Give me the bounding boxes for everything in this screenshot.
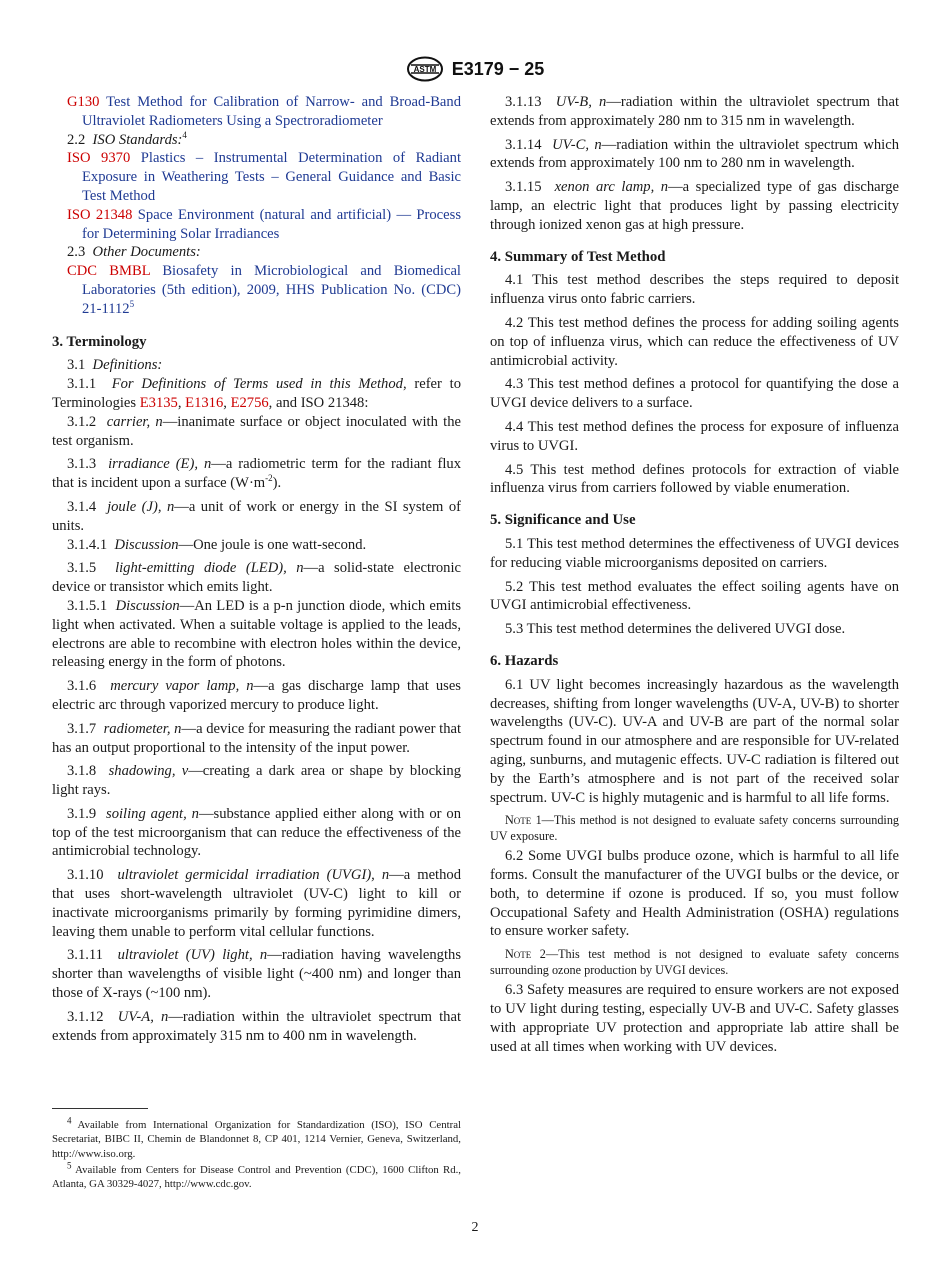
definition-soiling-agent: 3.1.9 soiling agent, n—substance applied either along with or on top of the test microorganism that can reduce the effectiveness of the antimicrobial technology. (52, 805, 462, 860)
paragraph-5-3: 5.3 This test method determines the delivered UVGI dose. (505, 621, 846, 638)
reference-g130 (52, 93, 461, 131)
section-heading-significance: 5. Significance and Use (490, 512, 636, 529)
definition-uv-b: 3.1.13 UV-B, n—radiation within the ultraviolet spectrum that extends from approximately 280 nm to 315 nm in wavelength. (490, 94, 899, 129)
svg-text:ASTM: ASTM (413, 65, 437, 74)
reference-title[interactable]: Space Environment (natural and artificial) — Process for Determining Solar Irradiances (82, 206, 461, 242)
other-documents-heading: 2.3 Other Documents: (67, 244, 201, 261)
definition-3-1-1: 3.1.1 For Definitions of Terms used in this Method, refer to Terminologies E3135, E1316, E2756, and ISO 21348: (52, 376, 461, 411)
reference-title[interactable]: Biosafety in Microbiological and Biomedical Laboratories (5th edition), 2009, HHS Publication No. (CDC) 21-1112 (82, 263, 461, 317)
discussion-joule: 3.1.4.1 Discussion—One joule is one watt-second. (67, 536, 367, 553)
note-1: Note 1—This method is not designed to evaluate safety concerns surrounding UV exposure. (490, 813, 900, 843)
astm-logo-icon (406, 56, 444, 82)
page-number: 2 (471, 1220, 479, 1235)
paragraph-6-2: 6.2 Some UVGI bulbs produce ozone, which is harmful to all life forms. Consult the manufacturer of the UVGI bulbs or the device, or both, to determine if ozone is produced. If so, you must follow Occupational Safety and Health Administration (OSHA) regulations to ensure worker safety. (490, 848, 899, 940)
definition-uvgi: 3.1.10 ultraviolet germicidal irradiation (UVGI), n—a method that uses short-wavelength ultraviolet (UV-C) light to kill or inactivate microorganisms primarily by forming pyrimidine dimers, leaving them unable to perform vital cellular functions. (52, 867, 461, 940)
definition-irradiance: 3.1.3 irradiance (E), n—a radiometric term for the radiant flux that is incident upon a surface $(W\cdot m^{-2})$. (52, 456, 461, 492)
definition-radiometer: 3.1.7 radiometer, n—a device for measuring the radiant power that has an output proportional to the intensity of the input power. (52, 720, 462, 756)
definition-carrier: 3.1.2 carrier, n—inanimate surface or object inoculated with the test organism. (52, 413, 461, 449)
link-e3135[interactable]: E3135 (139, 394, 178, 411)
definition-uv-light: 3.1.11 ultraviolet (UV) light, n—radiation having wavelengths shorter than wavelengths of visible light (~400 nm) and longer than those of X-rays (~100 nm). (52, 947, 462, 1002)
reference-code[interactable]: G130 (67, 94, 100, 110)
link-e2756[interactable]: E2756 (230, 394, 269, 411)
reference-code[interactable]: ISO 9370 (67, 150, 131, 167)
definition-mercury-vapor-lamp: 3.1.6 mercury vapor lamp, n—a gas discharge lamp that uses electric arc through vaporized mercury to produce light. (52, 678, 461, 713)
reference-iso9370 (52, 149, 461, 205)
section-heading-hazards: 6. Hazards (490, 652, 559, 669)
link-e1316[interactable]: E1316 (185, 394, 224, 411)
definition-led: 3.1.5 light-emitting diode (LED), n—a solid-state electronic device or transistor which emits light. (52, 560, 461, 596)
section-heading-summary: 4. Summary of Test Method (490, 248, 666, 265)
paragraph-6-1: 6.1 UV light becomes increasingly hazardous as the wavelength decreases, shifting from longer wavelengths (UV-A, UV-B) to shorter wavelengths (UV-C). UV-A and UV-B are part of the normal solar spectrum found in our atmosphere and are responsible for UV-related aging, sunburns, and mutagenic effects. UV-C radiation is filtered out by the Earth’s atmosphere and is not part of the received solar spectrum. UV-C is highly mutagenic and is harmful to all life forms. (490, 676, 899, 806)
reference-code[interactable]: CDC BMBL (67, 263, 151, 280)
paragraph-4-3: 4.3 This test method defines a protocol for quantifying the dose a UVGI device delivers to a surface. (490, 376, 899, 412)
definition-3-1: 3.1 Definitions: (67, 357, 163, 374)
discussion-led: 3.1.5.1 Discussion—An LED is a p-n junction diode, which emits light when activated. When a suitable voltage is applied to the leads, electrons are able to recombine with electron holes within the device, releasing energy in the form of photons. (52, 597, 461, 671)
reference-code[interactable]: ISO 21348 (67, 206, 133, 223)
reference-cdc-bmbl: CDC BMBL Biosafety in Microbiological and Biomedical Laboratories (5th edition), 2009, HHS Publication No. (CDC) 21-1112$^5$ (67, 263, 461, 317)
paragraph-5-2: 5.2 This test method evaluates the effect soiling agents have on UVGI antimicrobial effectiveness. (490, 578, 899, 614)
footnotes (52, 1115, 461, 1193)
reference-iso21348 (52, 206, 461, 244)
footnote-4: $^4$ Available from International Organization for Standardization (ISO), ISO Central Secretariat, BIBC II, Chemin de Blandonnet 8, CP 401, 1214 Vernier, Geneva, Switzerland, http://www.iso.org. (52, 1115, 461, 1160)
definition-xenon-arc-lamp: 3.1.15 xenon arc lamp, n—a specialized type of gas discharge lamp, an electric light that produces light by passing electricity through ionized xenon gas at high pressure. (490, 179, 900, 233)
paragraph-6-3: 6.3 Safety measures are required to ensure workers are not exposed to UV light during testing, especially UV-B and UV-C. Safety glasses with appropriate UV protection and appropriate lab attire shall be used at all times when working with UV devices. (490, 982, 899, 1055)
right-column (490, 93, 899, 1056)
reference-title[interactable]: Plastics – Instrumental Determination of Radiant Exposure in Weathering Tests – General Guidance and Basic Test Method (82, 150, 461, 204)
document-designation: E3179 − 25 (451, 58, 545, 79)
left-column (52, 93, 461, 1045)
paragraph-4-2: 4.2 This test method defines the process for adding soiling agents on top of influenza virus, which can reduce the effectiveness of UV antimicrobial activity. (490, 314, 899, 369)
paragraph-5-1: 5.1 This test method determines the effectiveness of UVGI devices for reducing viable microorganisms deposited on carriers. (490, 535, 899, 571)
note-2: Note 2—This test method is not designed to evaluate safety concerns surrounding ozone production by UVGI devices. (490, 947, 899, 977)
iso-standards-heading: 2.2 ISO Standards:$^4$ (67, 129, 187, 148)
paragraph-4-1: 4.1 This test method describes the steps required to deposit influenza virus onto fabric carriers. (490, 272, 899, 308)
definition-uv-c: 3.1.14 UV-C, n—radiation within the ultraviolet spectrum which extends from approximately 100 nm to 280 nm in wavelength. (490, 136, 900, 172)
footnote-divider (52, 1108, 148, 1109)
footnote-5: $^5$ Available from Centers for Disease Control and Prevention (CDC), 1600 Clifton Rd., Atlanta, GA 30329-4027, http://www.cdc.gov. (52, 1160, 461, 1191)
paragraph-4-4: 4.4 This test method defines the process for exposure of influenza virus to UVGI. (490, 418, 899, 454)
section-heading-terminology: 3. Terminology (52, 333, 147, 350)
paragraph-4-5: 4.5 This test method defines protocols for extraction of viable influenza virus from carriers followed by viable enumeration. (490, 461, 899, 497)
definition-shadowing: 3.1.8 shadowing, v—creating a dark area or shape by blocking light rays. (52, 763, 461, 799)
page-header (0, 56, 950, 82)
reference-title[interactable]: Test Method for Calibration of Narrow- and Broad-Band Ultraviolet Radiometers Using a Spectroradiometer (82, 94, 461, 129)
definition-joule: 3.1.4 joule (J), n—a unit of work or energy in the SI system of units. (52, 498, 462, 534)
definition-uv-a: 3.1.12 UV-A, n—radiation within the ultraviolet spectrum that extends from approximately 315 nm to 400 nm in wavelength. (52, 1008, 461, 1044)
